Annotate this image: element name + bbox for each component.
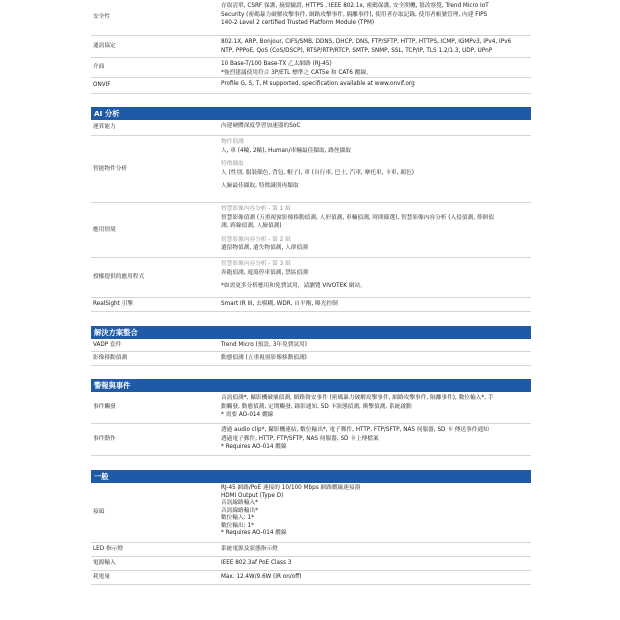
spec-row-connectors <box>91 483 531 543</box>
spec-label: 安全性 <box>93 14 111 21</box>
group-title: 智慧影像內容分析 - 第 2 組 <box>221 236 291 243</box>
group-title: 智慧影像內容分析 - 第 3 組 <box>221 261 291 267</box>
spec-line: Profile G, S, T, M supported, specification available at www.onvif.org <box>221 81 415 87</box>
spec-label: 電源輸入 <box>93 560 116 567</box>
spec-value: 系統電源及狀態指示燈 <box>221 546 278 552</box>
spec-value <box>221 36 531 57</box>
spec-sheet <box>91 0 531 585</box>
spec-line: 數位輸入: 1* <box>221 515 254 522</box>
spec-label: 授權提供的應用程式 <box>93 274 145 281</box>
spec-line: 人 (性別, 服裝顏色, 背包, 帽子), 車 (自行車, 巴士, 汽車, 摩托車, 卡車, 顏色) <box>221 169 414 176</box>
spec-line: * Requires AO-014 纜線 <box>221 530 287 537</box>
spec-label: 接頭 <box>93 509 105 516</box>
group-title: 智慧影像內容分析 - 第 1 組 <box>221 206 291 212</box>
spec-value: 內建硬體深度學習加速器的SoC <box>221 123 301 129</box>
spec-row-event-action <box>91 424 531 456</box>
spec-row-onvif <box>91 78 531 94</box>
spec-line: 音訊偵測*, 攝影機破壞偵測, 網路資安事件 (密碼暴力破解攻擊事件, 網路攻擊事件, 隔離事件), 數位輸入*, 手 <box>221 395 494 401</box>
spec-line: 遺留物偵測, 遺失物偵測, 人群偵測 <box>221 245 308 252</box>
section-header-general: 一般 <box>91 470 531 483</box>
spec-line: HDMI Output (Type D) <box>221 492 284 499</box>
spec-line: 智慧影像偵測 (五重視窗影像移動偵測, 人形偵測, 車輛偵測, 時間篩選), 智慧影像內容分析 (入侵偵測, 徘徊偵 <box>221 214 494 221</box>
section-header-solutions: 解決方案整合 <box>91 326 531 339</box>
spec-label: 介面 <box>93 64 105 71</box>
spec-row-interface <box>91 58 531 78</box>
spec-label: 運算能力 <box>93 124 116 131</box>
spec-line: 透過 audio clip*, 攝影機連結, 數位輸出*, 電子郵件, HTTP, FTP/SFTP, NAS 伺服器, SD 卡 傳送事件通知 <box>221 427 489 433</box>
spec-line: 140-2 Level 2 certified Trusted Platform Module (TPM) <box>221 20 375 27</box>
spec-value: 動態偵測 (五重視窗影像移動偵測) <box>221 355 307 361</box>
spec-row-vadp <box>91 339 531 352</box>
spec-line: Security (密碼暴力破解攻擊事件, 網路攻擊事件, 隔離事件), 使用者存取記錄, 使用者帳號管理, 內建 FIPS <box>221 11 488 18</box>
spec-label: RealSight 引擎 <box>93 301 134 308</box>
spec-row-licensed-apps <box>91 258 531 298</box>
spec-label: 耗電量 <box>93 574 111 581</box>
spec-line: 透過電子郵件, HTTP, FTP/SFTP, NAS 伺服器, SD 卡上傳檔案 <box>221 435 379 442</box>
spec-label: 智能物件分析 <box>93 165 128 172</box>
group-title: 特徵擷取 <box>221 161 244 168</box>
spec-line: * 需要 AO-014 纜線 <box>221 412 274 419</box>
group-title: 物件偵測 <box>221 139 244 145</box>
spec-line: 數位輸出: 1* <box>221 522 254 529</box>
spec-line: 音訊線路輸入* <box>221 500 258 507</box>
spec-line: * Requires AO-014 纜線 <box>221 444 287 451</box>
spec-line: 存取清單, CSRF 保護, 摘要驗證, HTTPS , IEEE 802.1x, 密碼保護, 安全開機, 篡改察覺, Trend Micro IoT <box>221 3 489 9</box>
spec-value <box>221 258 531 297</box>
spec-value <box>221 78 531 93</box>
spec-label: ONVIF <box>93 82 111 89</box>
spec-value: Trend Micro (預設, 3年免費試用) <box>221 342 307 348</box>
spec-label: 事件動作 <box>93 436 116 443</box>
spec-line: 人, 車 (4輪, 2輪), Human/車輛最佳擷取, 路徑擷取 <box>221 147 351 154</box>
spec-line: 10 Base-T/100 Base-TX 乙太網路 (RJ-45) <box>221 61 332 67</box>
spec-value: IEEE 802.3af PoE Class 3 <box>221 560 292 566</box>
spec-row-security <box>91 0 531 36</box>
spec-value <box>221 0 531 35</box>
spec-value <box>221 424 531 455</box>
spec-line: *強烈建議使用符合 3P/ETL 標準之 CAT5e 和 CAT6 纜線。 <box>221 69 372 76</box>
spec-value <box>221 136 531 202</box>
spec-row-power-consumption <box>91 571 531 585</box>
spec-value: Max. 12.4W/9.6W (IR on/off) <box>221 574 302 580</box>
spec-line: 人臉最佳擷取, 特徵識別再擷取 <box>221 183 299 190</box>
spec-note: *如需更多分析應用和免費試用，請瀏覽 VIVOTEK 網站。 <box>221 283 366 290</box>
spec-row-protocols <box>91 36 531 58</box>
spec-row-object-analysis <box>91 136 531 203</box>
spec-row-motion <box>91 352 531 366</box>
spec-label: 應用情境 <box>93 226 116 233</box>
spec-value: Smart IR III, 去模糊, WDR, 自平衡, 曝光控制 <box>221 301 338 307</box>
spec-label: 影像移動偵測 <box>93 355 128 362</box>
section-header-alarm: 警報與事件 <box>91 379 531 392</box>
spec-label: LED 指示燈 <box>93 546 124 553</box>
spec-value <box>221 58 531 77</box>
spec-line: 奔跑偵測, 遊蕩停車偵測, 禁區偵測 <box>221 269 308 276</box>
spec-row-realsight <box>91 298 531 312</box>
spec-row-led <box>91 543 531 557</box>
spec-line: 動觸發, 動態偵測, 定期觸發, 錄影通知, SD 卡狀態偵測, 衝擊偵測, 系統啟動 <box>221 403 412 410</box>
spec-label: VADP 套件 <box>93 341 122 348</box>
spec-value <box>221 483 531 542</box>
spec-row-event-trigger <box>91 392 531 424</box>
spec-label: 事件觸發 <box>93 404 116 411</box>
spec-line: RJ-45 網路/PoE 連接的 10/100 Mbps 網路纜線連接器 <box>221 485 361 491</box>
spec-row-computing <box>91 120 531 136</box>
spec-line: 音訊線路輸出* <box>221 507 258 514</box>
spec-row-power-input <box>91 557 531 571</box>
spec-label: 通訊協定 <box>93 43 116 50</box>
section-header-ai: AI 分析 <box>91 107 531 120</box>
spec-line: 802.1X, ARP, Bonjour, CIFS/SMB, DDNS, DHCP, DNS, FTP/SFTP, HTTP, HTTPS, ICMP, IGMPv3, IPv4, IPv6 <box>221 39 512 45</box>
spec-line: NTP, PPPoE, QoS (CoS/DSCP), RTSP/RTP/RTCP, SMTP, SNMP, SSL, TCP/IP, TLS 1.2/1.3, UDP, UPnP <box>221 47 493 54</box>
spec-value <box>221 203 531 257</box>
spec-value <box>221 392 531 423</box>
spec-line: 測, 跨線偵測, 人臉偵測) <box>221 223 282 230</box>
spec-row-applications <box>91 203 531 258</box>
